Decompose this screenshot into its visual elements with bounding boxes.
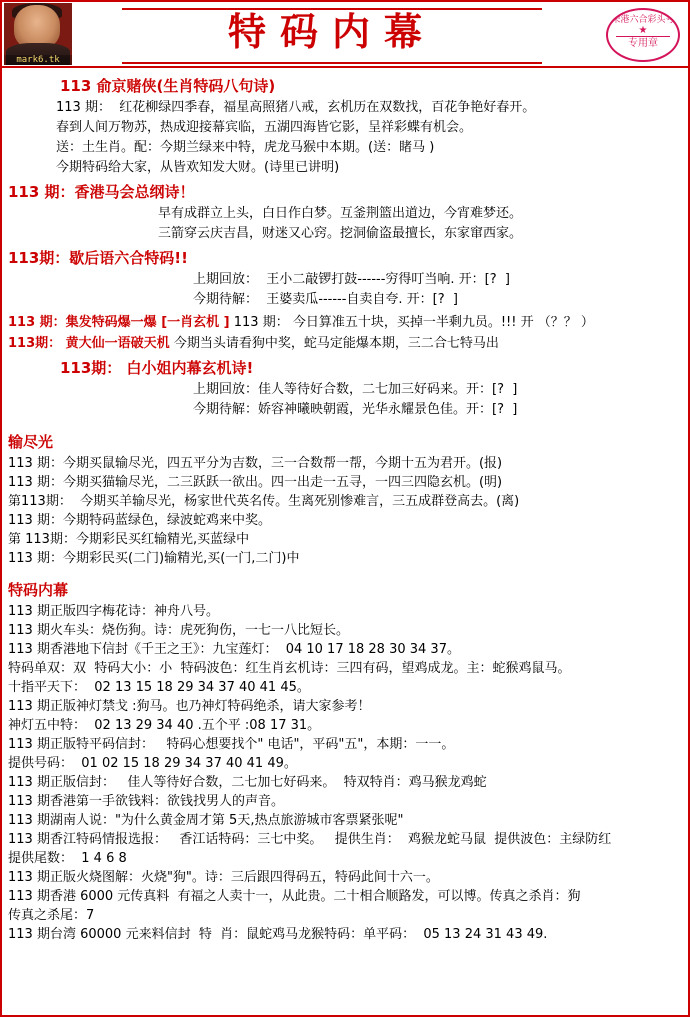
mixed-line-red: 113期： 黄大仙一语破天机	[8, 336, 170, 351]
section-line: 第113期： 今期买羊输尽光，杨家世代英名传。生离死别惨难言，三五成群登高去。(离)	[8, 494, 520, 509]
section-heading: 113期： 白小姐内幕玄机诗!	[60, 359, 254, 377]
section-shujinguang	[8, 431, 682, 568]
section-line: 113 期香港 6000 元传真料 有福之人卖十一，从此贵。二十相合顺路发，可以博。传真之杀肖：狗	[8, 889, 581, 904]
document-header	[2, 2, 688, 68]
section-line: 上期回放：佳人等待好合数，二七加三好码来。开：[? ]	[193, 382, 518, 397]
section-hongkong-horse	[8, 181, 682, 244]
section-temanneimu	[8, 579, 682, 944]
section-heading: 113 俞京赌侠(生肖特码八句诗)	[60, 77, 276, 95]
section-heading: 特码内幕	[8, 581, 69, 599]
section-line: 今期待解： 王婆卖瓜------自卖自夸. 开：[? ]	[193, 292, 458, 307]
section-line: 送：土生肖。配：今期兰绿来中特，虎龙马猴中本期。(送：睹马 )	[56, 140, 435, 155]
section-heading: 113期：歇后语六合特码!!	[8, 249, 188, 267]
section-line: 早有成群立上头，白日作白梦。互釜荆篮出道边，今宵难梦还。	[158, 206, 523, 221]
section-line: 今期特码给大家，从皆欢知发大财。(诗里已讲明)	[56, 160, 340, 175]
section-line: 113 期香江特码情报选报： 香江话特码：三七中奖。 提供生肖： 鸡猴龙蛇马鼠 提供波色：主绿防红	[8, 832, 612, 847]
section-heading: 113 期：香港马会总纲诗！	[8, 183, 195, 201]
section-line: 113 期火车头：烧伤狗。诗：虎死狗伤，一七一八比短长。	[8, 623, 349, 638]
official-seal	[606, 8, 680, 62]
section-baixiaojie	[8, 357, 682, 420]
section-spacer	[8, 570, 682, 576]
mixed-line-red: 113 期：集发特码爆一爆 [一肖玄机 ]	[8, 315, 230, 330]
section-line: 113 期：今期买鼠输尽光，四五平分为吉数，三一合数帮一帮，今期十五为君开。(报)	[8, 456, 503, 471]
mixed-line-rest: 今期当头请看狗中奖，蛇马定能爆本期，三二合七特马出	[173, 336, 499, 351]
seal-bottom-text: 专用章	[616, 36, 670, 50]
section-line: 113 期香港地下信封《千王之王》：九宝莲灯： 04 10 17 18 28 30 34 37。	[8, 642, 460, 657]
section-line: 提供号码： 01 02 15 18 29 34 37 40 41 49。	[8, 756, 297, 771]
mixed-line	[8, 333, 682, 354]
section-line: 113 期正版四字梅花诗：神舟八号。	[8, 604, 219, 619]
title-container	[122, 4, 542, 60]
section-xiehouyu	[8, 247, 682, 310]
page-title: 特码内幕	[227, 9, 436, 54]
section-line: 春到人间万物苏，热成迎接幕宾临，五湖四海皆它影，呈祥彩蝶有机会。	[56, 120, 473, 135]
star-icon: ★	[638, 25, 648, 36]
section-line: 提供尾数： 1 4 6 8	[8, 851, 127, 866]
section-spacer	[8, 422, 682, 428]
section-heading: 输尽光	[8, 433, 54, 451]
section-line: 113 期湖南人说："为什么黄金周才第 5天,热点旅游城市客票紧张呢"	[8, 813, 404, 828]
section-line: 神灯五中特： 02 13 29 34 40 .五个平 :08 17 31。	[8, 718, 321, 733]
mixed-line	[8, 312, 682, 333]
section-line: 上期回放： 王小二敲锣打鼓------穷得叮当响. 开：[? ]	[193, 272, 510, 287]
section-line: 113 期台湾 60000 元来料信封 特 肖：鼠蛇鸡马龙猴特码：单平码： 05 13 24 31 43 49.	[8, 927, 548, 942]
section-jifa	[8, 312, 682, 354]
section-line: 113 期：今期买猫输尽光，二三跃跃一欲出。四一出走一五寻，一四三四隐玄机。(明)	[8, 475, 503, 490]
section-line: 113 期正版信封： 佳人等待好合数，二七加七好码来。 特双特肖：鸡马猴龙鸡蛇	[8, 775, 487, 790]
section-line: 113 期：今期彩民买(二门)输精光,买(一门,二门)中	[8, 551, 300, 566]
document-content	[2, 68, 688, 948]
logo-watermark-text: mark6.tk	[4, 55, 72, 65]
section-line: 特码单双：双 特码大小：小 特码波色：红生肖玄机诗：三四有码，望鸡成龙。主：蛇猴鸡鼠马。	[8, 661, 571, 676]
title-rule-bottom	[122, 62, 542, 64]
section-line: 113 期香港第一手欲钱料：欲钱找男人的声音。	[8, 794, 284, 809]
section-line: 113 期正版神灯禁戈 :狗马。也乃神灯特码绝杀，请大家参考！	[8, 699, 371, 714]
section-line: 三箭穿云庆吉昌，财迷又心窍。挖洞偷盗最擅长，东家窜西家。	[158, 226, 523, 241]
section-line: 第 113期：今期彩民买红输精光,买蓝绿中	[8, 532, 250, 547]
section-hubei-gambler	[8, 75, 682, 178]
section-line: 113 期正版火烧图解：火烧"狗"。诗：三后跟四得码五，特码此间十六一。	[8, 870, 439, 885]
section-line: 今期待解：娇容神曦映朝霞，光华永耀景色佳。开：[? ]	[193, 402, 518, 417]
section-line: 113 期：今期特码蓝绿色，绿波蛇鸡来中奖。	[8, 513, 271, 528]
section-line: 113 期正版特平码信封： 特码心想要找个" 电话"，平码"五"，本期：一一。	[8, 737, 455, 752]
section-line: 113 期： 红花柳绿四季春，福星高照猪八戒，玄机历在双数找，百花争艳好春开。	[56, 100, 536, 115]
section-line: 十指平天下： 02 13 15 18 29 34 37 40 41 45。	[8, 680, 310, 695]
seal-top-text: 荣港六合彩头号	[611, 15, 675, 25]
logo-portrait	[4, 3, 72, 65]
mixed-line-rest: 113 期： 今日算准五十块，买掉一半剩九员。!!! 开 （？？ ）	[233, 315, 594, 330]
section-line: 传真之杀尾：7	[8, 908, 95, 923]
